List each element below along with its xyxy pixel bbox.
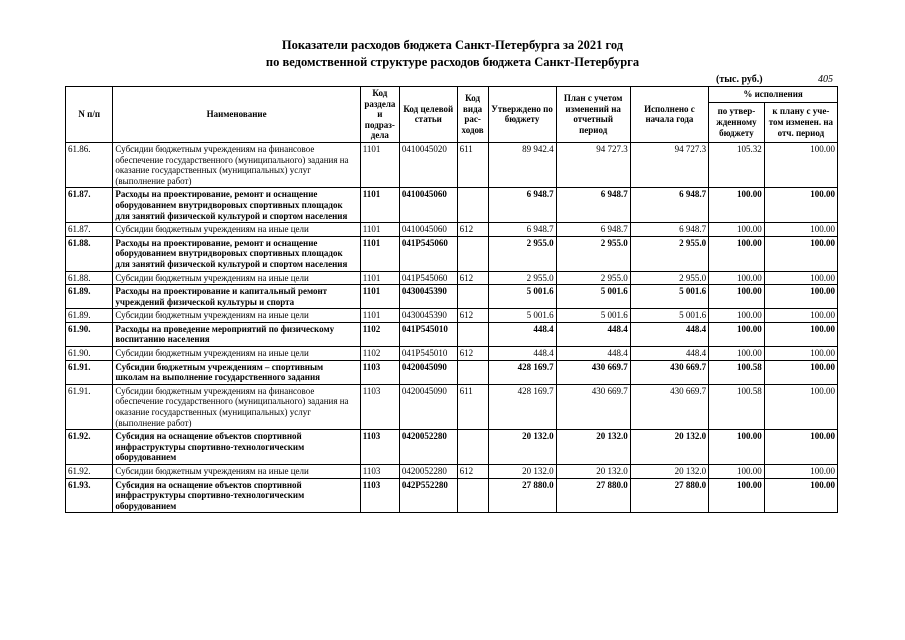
row-number: 61.86.	[66, 142, 113, 187]
row-type-code	[457, 430, 488, 465]
row-executed: 2 955.0	[630, 236, 708, 271]
row-plan: 430 669.7	[556, 360, 630, 384]
col-header-approved: Утверждено по бюджету	[488, 87, 556, 143]
table-row	[66, 285, 838, 309]
row-approved: 20 132.0	[488, 465, 556, 479]
row-executed: 5 001.6	[630, 285, 708, 309]
col-header-name: Наименование	[113, 87, 360, 143]
row-pct-approved: 100.00	[709, 322, 765, 346]
row-name: Субсидии бюджетным учреждениям на иные цели	[113, 271, 360, 285]
table-body	[66, 142, 838, 512]
col-header-target: Код целевой статьи	[399, 87, 457, 143]
row-type-code: 612	[457, 223, 488, 237]
row-pct-approved: 100.00	[709, 271, 765, 285]
row-number: 61.88.	[66, 236, 113, 271]
row-target-code: 0420052280	[399, 430, 457, 465]
row-target-code: 042P552280	[399, 478, 457, 513]
row-name: Субсидии бюджетным учреждениям на иные цели	[113, 347, 360, 361]
row-name: Субсидии бюджетным учреждениям на иные цели	[113, 465, 360, 479]
row-pct-approved: 100.00	[709, 465, 765, 479]
row-plan: 20 132.0	[556, 465, 630, 479]
row-executed: 5 001.6	[630, 309, 708, 323]
row-approved: 6 948.7	[488, 223, 556, 237]
row-plan: 27 880.0	[556, 478, 630, 513]
row-name: Субсидия на оснащение объектов спортивной инфраструктуры спортивно-технологическим оборудованием	[113, 478, 360, 513]
row-type-code	[457, 322, 488, 346]
row-executed: 448.4	[630, 347, 708, 361]
row-pct-approved: 105.32	[709, 142, 765, 187]
row-executed: 430 669.7	[630, 384, 708, 429]
row-section-code: 1101	[360, 223, 399, 237]
row-approved: 89 942.4	[488, 142, 556, 187]
table-row	[66, 309, 838, 323]
row-name: Расходы на проектирование, ремонт и оснащение оборудованием внутридворовых спортивных площадок для занятий физической культурой и спортом населения	[113, 236, 360, 271]
table-row	[66, 271, 838, 285]
row-plan: 2 955.0	[556, 236, 630, 271]
row-name: Субсидии бюджетным учреждениям на иные цели	[113, 223, 360, 237]
table-row	[66, 384, 838, 429]
row-approved: 5 001.6	[488, 309, 556, 323]
row-type-code: 612	[457, 271, 488, 285]
row-approved: 2 955.0	[488, 271, 556, 285]
row-section-code: 1101	[360, 271, 399, 285]
row-pct-plan: 100.00	[764, 465, 837, 479]
row-plan: 20 132.0	[556, 430, 630, 465]
row-type-code	[457, 188, 488, 223]
row-plan: 448.4	[556, 347, 630, 361]
row-section-code: 1102	[360, 322, 399, 346]
row-executed: 20 132.0	[630, 465, 708, 479]
row-pct-plan: 100.00	[764, 360, 837, 384]
row-pct-plan: 100.00	[764, 430, 837, 465]
row-pct-approved: 100.00	[709, 347, 765, 361]
row-section-code: 1101	[360, 188, 399, 223]
units-label: (тыс. руб.)	[716, 74, 763, 85]
row-pct-approved: 100.00	[709, 285, 765, 309]
col-header-section: Код раздела и подраз-дела	[360, 87, 399, 143]
row-number: 61.92.	[66, 465, 113, 479]
row-executed: 430 669.7	[630, 360, 708, 384]
row-pct-approved: 100.00	[709, 188, 765, 223]
row-name: Расходы на проведение мероприятий по физическому воспитанию населения	[113, 322, 360, 346]
row-pct-approved: 100.00	[709, 478, 765, 513]
row-number: 61.90.	[66, 322, 113, 346]
row-target-code: 0420045090	[399, 384, 457, 429]
col-header-executed: Исполнено с начала года	[630, 87, 708, 143]
row-name: Расходы на проектирование, ремонт и оснащение оборудованием внутридворовых спортивных площадок для занятий физической культурой и спортом населения	[113, 188, 360, 223]
row-number: 61.89.	[66, 309, 113, 323]
row-pct-plan: 100.00	[764, 309, 837, 323]
row-name: Субсидии бюджетным учреждениям на финансовое обеспечение государственного (муниципального) задания на оказание государственных (муниципальных) услуг (выполнение работ)	[113, 142, 360, 187]
row-plan: 94 727.3	[556, 142, 630, 187]
row-pct-plan: 100.00	[764, 236, 837, 271]
row-pct-approved: 100.00	[709, 223, 765, 237]
row-type-code	[457, 285, 488, 309]
row-pct-plan: 100.00	[764, 223, 837, 237]
row-plan: 6 948.7	[556, 188, 630, 223]
row-plan: 5 001.6	[556, 285, 630, 309]
row-number: 61.89.	[66, 285, 113, 309]
row-target-code: 0410045020	[399, 142, 457, 187]
table-row	[66, 142, 838, 187]
row-pct-plan: 100.00	[764, 478, 837, 513]
row-executed: 2 955.0	[630, 271, 708, 285]
row-pct-plan: 100.00	[764, 142, 837, 187]
row-plan: 5 001.6	[556, 309, 630, 323]
row-executed: 6 948.7	[630, 188, 708, 223]
row-approved: 448.4	[488, 347, 556, 361]
row-type-code	[457, 360, 488, 384]
row-type-code	[457, 478, 488, 513]
row-target-code: 0420045090	[399, 360, 457, 384]
row-section-code: 1101	[360, 309, 399, 323]
row-section-code: 1103	[360, 478, 399, 513]
row-target-code: 0430045390	[399, 285, 457, 309]
row-pct-approved: 100.00	[709, 309, 765, 323]
row-name: Субсидии бюджетным учреждениям на иные цели	[113, 309, 360, 323]
table-row	[66, 465, 838, 479]
table-row	[66, 322, 838, 346]
row-type-code: 611	[457, 142, 488, 187]
table-row	[66, 347, 838, 361]
page-title: Показатели расходов бюджета Санкт-Петербурга за 2021 год	[281, 38, 624, 52]
table-row	[66, 478, 838, 513]
row-executed: 6 948.7	[630, 223, 708, 237]
row-executed: 94 727.3	[630, 142, 708, 187]
row-pct-plan: 100.00	[764, 188, 837, 223]
row-type-code	[457, 236, 488, 271]
row-name: Субсидии бюджетным учреждениям – спортивным школам на выполнение государственного задания	[113, 360, 360, 384]
table-row	[66, 236, 838, 271]
row-type-code: 612	[457, 465, 488, 479]
row-pct-approved: 100.00	[709, 430, 765, 465]
row-number: 61.87.	[66, 223, 113, 237]
row-plan: 6 948.7	[556, 223, 630, 237]
row-number: 61.88.	[66, 271, 113, 285]
row-pct-approved: 100.58	[709, 360, 765, 384]
row-target-code: 041P545010	[399, 347, 457, 361]
row-type-code: 611	[457, 384, 488, 429]
row-target-code: 0410045060	[399, 188, 457, 223]
row-number: 61.92.	[66, 430, 113, 465]
row-section-code: 1102	[360, 347, 399, 361]
row-number: 61.91.	[66, 360, 113, 384]
table-row	[66, 430, 838, 465]
row-approved: 5 001.6	[488, 285, 556, 309]
row-plan: 430 669.7	[556, 384, 630, 429]
row-section-code: 1101	[360, 142, 399, 187]
row-section-code: 1101	[360, 236, 399, 271]
row-name: Субсидия на оснащение объектов спортивной инфраструктуры спортивно-технологическим оборудованием	[113, 430, 360, 465]
row-number: 61.87.	[66, 188, 113, 223]
row-target-code: 041P545060	[399, 271, 457, 285]
row-number: 61.93.	[66, 478, 113, 513]
row-section-code: 1101	[360, 285, 399, 309]
table-row	[66, 188, 838, 223]
col-header-percent-group: % исполнения	[709, 87, 838, 103]
col-header-num: N п/п	[66, 87, 113, 143]
row-target-code: 041P545010	[399, 322, 457, 346]
row-section-code: 1103	[360, 465, 399, 479]
page-subtitle: по ведомственной структуре расходов бюджета Санкт-Петербурга	[265, 55, 640, 69]
row-approved: 2 955.0	[488, 236, 556, 271]
row-executed: 27 880.0	[630, 478, 708, 513]
row-plan: 2 955.0	[556, 271, 630, 285]
row-target-code: 0430045390	[399, 309, 457, 323]
row-section-code: 1103	[360, 430, 399, 465]
col-header-type: Код вида рас-ходов	[457, 87, 488, 143]
table-row	[66, 223, 838, 237]
row-number: 61.90.	[66, 347, 113, 361]
row-target-code: 0410045060	[399, 223, 457, 237]
row-executed: 20 132.0	[630, 430, 708, 465]
row-pct-plan: 100.00	[764, 271, 837, 285]
row-approved: 27 880.0	[488, 478, 556, 513]
row-number: 61.91.	[66, 384, 113, 429]
row-executed: 448.4	[630, 322, 708, 346]
row-type-code: 612	[457, 309, 488, 323]
row-name: Расходы на проектирование и капитальный ремонт учреждений физической культуры и спорта	[113, 285, 360, 309]
row-type-code: 612	[457, 347, 488, 361]
row-approved: 428 169.7	[488, 384, 556, 429]
row-section-code: 1103	[360, 360, 399, 384]
col-header-pct-plan: к плану с уче-том изменен. на отч. период	[764, 102, 837, 142]
row-plan: 448.4	[556, 322, 630, 346]
page-number: 405	[818, 74, 833, 85]
row-approved: 448.4	[488, 322, 556, 346]
row-target-code: 0420052280	[399, 465, 457, 479]
col-header-pct-approved: по утвер-жденному бюджету	[709, 102, 765, 142]
row-pct-plan: 100.00	[764, 285, 837, 309]
row-pct-plan: 100.00	[764, 384, 837, 429]
row-section-code: 1103	[360, 384, 399, 429]
row-approved: 20 132.0	[488, 430, 556, 465]
row-pct-approved: 100.58	[709, 384, 765, 429]
row-pct-approved: 100.00	[709, 236, 765, 271]
table-row	[66, 360, 838, 384]
row-name: Субсидии бюджетным учреждениям на финансовое обеспечение государственного (муниципального) задания на оказание государственных (муниципальных) услуг (выполнение работ)	[113, 384, 360, 429]
row-approved: 428 169.7	[488, 360, 556, 384]
budget-table	[65, 86, 838, 513]
row-pct-plan: 100.00	[764, 322, 837, 346]
row-approved: 6 948.7	[488, 188, 556, 223]
row-target-code: 041P545060	[399, 236, 457, 271]
row-pct-plan: 100.00	[764, 347, 837, 361]
col-header-plan: План с учетом изменений на отчетный период	[556, 87, 630, 143]
